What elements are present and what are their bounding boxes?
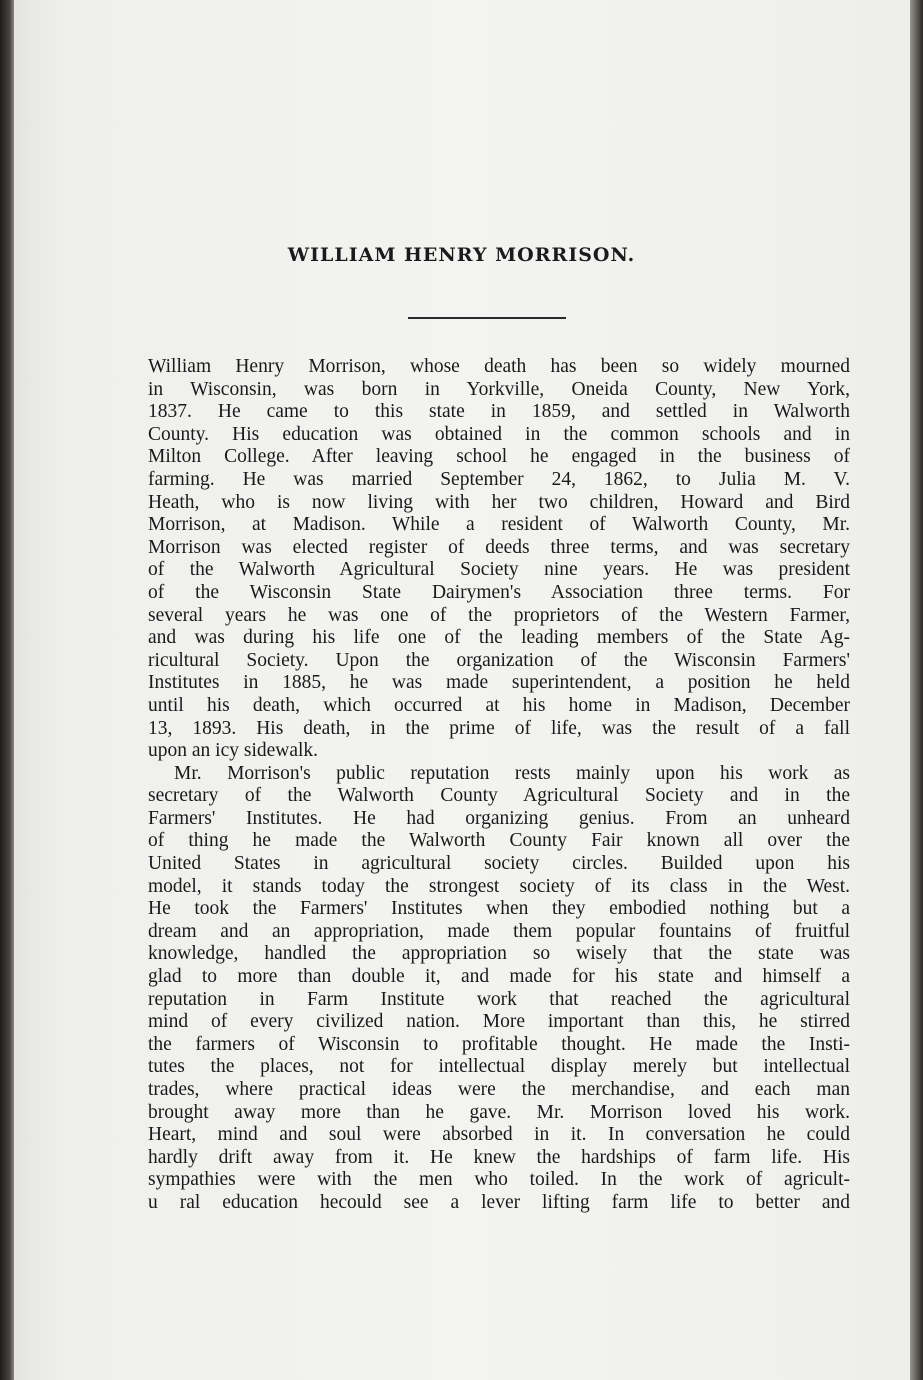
text-line: United States in agricultural society circles. Builded upon his: [148, 853, 850, 875]
text-line: farming. He was married September 24, 1862, to Julia M. V.: [148, 468, 850, 490]
text-line: Institutes in 1885, he was made superintendent, a position he held: [148, 672, 850, 694]
text-line: Heart, mind and soul were absorbed in it. In conversation he could: [148, 1124, 850, 1146]
text-line: He took the Farmers' Institutes when they embodied nothing but a: [148, 898, 850, 920]
text-line: secretary of the Walworth County Agricultural Society and in the: [148, 785, 850, 807]
text-line: upon an icy sidewalk.: [148, 740, 319, 762]
text-line: knowledge, handled the appropriation so wisely that the state was: [148, 943, 850, 965]
text-line: Mr. Morrison's public reputation rests mainly upon his work as: [174, 762, 850, 784]
text-line: of thing he made the Walworth County Fair known all over the: [148, 830, 850, 852]
text-line: u ral education hecould see a lever lifting farm life to better and: [148, 1191, 850, 1213]
text-line: Farmers' Institutes. He had organizing genius. From an unheard: [148, 807, 850, 829]
book-edge-right: [910, 0, 923, 1380]
text-line: several years he was one of the proprietors of the Western Farmer,: [148, 604, 850, 626]
text-line: brought away more than he gave. Mr. Morrison loved his work.: [148, 1101, 850, 1123]
text-line: ricultural Society. Upon the organization of the Wisconsin Farmers': [148, 649, 850, 671]
title-rule: [408, 317, 566, 319]
text-line: in Wisconsin, was born in Yorkville, Oneida County, New York,: [148, 378, 850, 400]
text-line: of the Wisconsin State Dairymen's Association three terms. For: [148, 581, 850, 603]
text-line: Milton College. After leaving school he engaged in the business of: [148, 446, 850, 468]
text-line: Morrison, at Madison. While a resident of Walworth County, Mr.: [148, 514, 850, 536]
text-line: mind of every civilized nation. More important than this, he stirred: [148, 1011, 850, 1033]
text-line: until his death, which occurred at his home in Madison, December: [148, 694, 850, 716]
text-line: of the Walworth Agricultural Society nine years. He was president: [148, 559, 850, 581]
text-line: hardly drift away from it. He knew the hardships of farm life. His: [148, 1146, 850, 1168]
text-line: tutes the places, not for intellectual display merely but intellectual: [148, 1056, 850, 1078]
article-title: WILLIAM HENRY MORRISON.: [287, 244, 636, 266]
text-line: 1837. He came to this state in 1859, and settled in Walworth: [148, 401, 850, 423]
text-line: model, it stands today the strongest society of its class in the West.: [148, 875, 850, 897]
text-line: and was during his life one of the leading members of the State Ag-: [148, 627, 850, 649]
text-line: Morrison was elected register of deeds three terms, and was secretary: [148, 536, 850, 558]
text-line: 13, 1893. His death, in the prime of life, was the result of a fall: [148, 717, 850, 739]
text-line: reputation in Farm Institute work that reached the agricultural: [148, 988, 850, 1010]
text-line: trades, where practical ideas were the merchandise, and each man: [148, 1079, 850, 1100]
text-line: sympathies were with the men who toiled. In the work of agricult-: [148, 1169, 850, 1191]
article-body: [148, 356, 850, 1215]
text-line: glad to more than double it, and made for his state and himself a: [148, 966, 850, 988]
text-line: the farmers of Wisconsin to profitable thought. He made the Insti-: [148, 1033, 850, 1055]
text-line: dream and an appropriation, made them popular fountains of fruitful: [148, 920, 850, 942]
book-gutter-left: [0, 0, 14, 1380]
text-line: County. His education was obtained in the common schools and in: [148, 423, 850, 445]
text-line: Heath, who is now living with her two children, Howard and Bird: [148, 491, 850, 513]
text-line: William Henry Morrison, whose death has been so widely mourned: [148, 356, 850, 377]
